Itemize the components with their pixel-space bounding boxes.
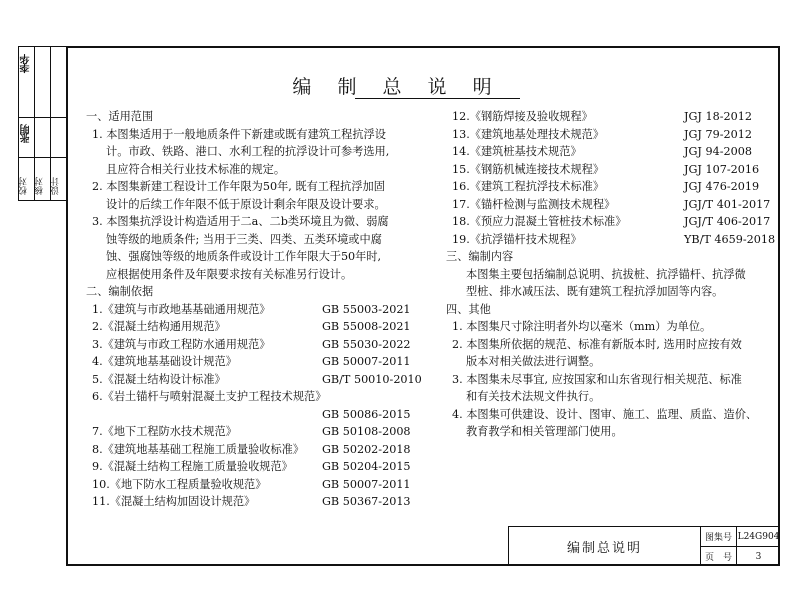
text-line [86,283,420,301]
paragraph-text: 和有关技术法规文件执行。 [466,390,601,403]
text-line [446,196,776,214]
standard-code: GB 55008-2021 [322,320,411,333]
text-line [446,371,776,389]
text-line [86,248,420,266]
paragraph-text: 蚀等级的地质条件; 当用于三类、四类、五类环境或中腐 [106,232,382,246]
section-heading: 四、其他 [446,302,491,316]
text-line [446,301,776,319]
standard-code: JGJ 18-2012 [684,110,752,123]
text-line [86,196,420,214]
paragraph-text: 17.《锚杆检测与监测技术规程》 [452,197,616,211]
paragraph-text: 应根据使用条件及年限要求按有关标准另行设计。 [106,267,353,281]
text-line [86,301,420,319]
paragraph-text: 2. 本图集所依据的规范、标准有新版本时, 选用时应按有效 [452,337,742,351]
paragraph-text: 1. 本图集尺寸除注明者外均以毫米（mm）为单位。 [452,320,712,333]
text-line [86,388,420,406]
standard-code: GB 50204-2015 [322,460,411,473]
paragraph-text: 计。市政、铁路、港口、水利工程的抗浮设计可参考选用, [106,145,390,158]
text-line [86,143,420,161]
paragraph-text: 13.《建筑地基处理技术规范》 [452,127,605,141]
paragraph-text: 7.《地下工程防水技术规范》 [92,425,237,438]
approval-label-design: 设计 [51,177,61,195]
paragraph-text: 设计的后续工作年限不低于原设计剩余年限及设计要求。 [106,197,386,211]
paragraph-text: 15.《钢筋机械连接技术规程》 [452,162,605,176]
section-heading: 一、适用范围 [86,110,154,123]
paragraph-text: 4. 本图集可供建设、设计、图审、施工、监理、质监、造价、 [452,407,758,421]
paragraph-text: 5.《混凝土结构设计标准》 [92,372,226,386]
text-line [446,318,776,336]
text-line [86,493,420,511]
section-heading: 三、编制内容 [446,250,514,263]
standard-code: GB 50108-2008 [322,425,411,438]
text-line [86,441,420,459]
page-number-label: 页 号 [701,547,737,566]
paragraph-text: 版本对相关做法进行调整。 [466,355,601,368]
paragraph-text: 12.《钢筋焊接及验收规程》 [452,110,593,123]
text-line [86,353,420,371]
standard-code: JGJ/T 406-2017 [684,215,771,228]
paragraph-text: 2.《混凝土结构通用规范》 [92,320,226,333]
text-line [446,388,776,406]
text-line [86,318,420,336]
paragraph-text: 18.《预应力混凝土管桩技术标准》 [452,215,627,228]
atlas-number-label: 图集号 [701,527,737,547]
text-line [86,406,420,424]
standard-code: GB 50367-2013 [322,495,411,508]
text-line [446,213,776,231]
text-line [86,231,420,249]
text-line [86,126,420,144]
paragraph-text: 教育教学和相关管理部门使用。 [466,425,623,438]
paragraph-text: 3. 本图集未尽事宜, 应按国家和山东省现行相关规范、标准 [452,372,742,386]
standard-code: GB 50202-2018 [322,442,411,456]
text-line [86,476,420,494]
paragraph-text: 本图集主要包括编制总说明、抗拔桩、抗浮锚杆、抗浮微 [466,267,746,281]
standard-code: GB 50086-2015 [322,407,411,421]
paragraph-text: 蚀、强腐蚀等级的地质条件或设计工作年限大于50年时, [106,250,382,263]
approval-label-review: 核对 [35,177,45,195]
approval-label-check: 校对 [19,177,29,195]
standard-code: JGJ/T 401-2017 [684,197,771,211]
text-line [86,161,420,179]
right-column [446,108,776,441]
text-line [446,266,776,284]
paragraph-text: 且应符合相关行业技术标准的规定。 [106,162,286,176]
text-line [86,423,420,441]
text-line [446,248,776,266]
text-line [446,406,776,424]
signature-1: 李华 [21,55,32,73]
text-line [446,161,776,179]
title-block [508,526,780,566]
text-line [86,213,420,231]
text-line [86,336,420,354]
standard-code: GB 55030-2022 [322,337,411,351]
standard-code: JGJ 79-2012 [684,127,752,141]
paragraph-text: 14.《建筑桩基技术规范》 [452,145,582,158]
title-underline [355,98,520,99]
page-number-value: 3 [755,551,762,562]
text-line [86,266,420,284]
paragraph-text: 1.《建筑与市政地基基础通用规范》 [92,302,271,316]
paragraph-text: 1. 本图集适用于一般地质条件下新建或既有建筑工程抗浮设 [92,127,386,141]
standard-code: JGJ 94-2008 [684,145,752,158]
paragraph-text: 2. 本图集新建工程设计工作年限为50年, 既有工程抗浮加固 [92,180,385,193]
standard-code: JGJ 107-2016 [684,162,760,176]
left-column [86,108,420,511]
paragraph-text: 4.《建筑地基基础设计规范》 [92,355,237,368]
atlas-number-value: L24G904 [737,527,780,547]
text-line [86,371,420,389]
text-line [446,126,776,144]
text-line [86,108,420,126]
page-title: 编 制 总 说 明 [292,76,502,98]
standard-code: GB/T 50010-2010 [322,372,422,386]
standard-code: GB 50007-2011 [322,477,411,491]
paragraph-text: 型桩、排水减压法、既有建筑工程抗浮加固等内容。 [466,285,724,298]
text-line [446,423,776,441]
text-line [446,178,776,196]
paragraph-text: 19.《抗浮锚杆技术规程》 [452,232,582,246]
paragraph-text: 9.《混凝土结构工程施工质量验收规范》 [92,460,293,473]
standard-code: YB/T 4659-2018 [684,232,776,246]
paragraph-text: 6.《岩土锚杆与喷射混凝土支护工程技术规范》 [92,390,327,403]
standard-code: GB 55003-2021 [322,302,411,316]
text-line [446,283,776,301]
paragraph-text: 3.《建筑与市政工程防水通用规范》 [92,337,271,351]
paragraph-text: 11.《混凝土结构加固设计规范》 [92,495,256,508]
section-heading: 二、编制依据 [86,285,154,298]
text-line [446,231,776,249]
paragraph-text: 3. 本图集抗浮设计构造适用于二a、二b类环境且为微、弱腐 [92,215,389,228]
text-line [86,178,420,196]
approval-strip [18,46,66,201]
paragraph-text: 8.《建筑地基基础工程施工质量验收标准》 [92,442,305,456]
drawing-name: 编制总说明 [509,527,701,566]
text-line [86,458,420,476]
standard-code: JGJ 476-2019 [684,180,760,193]
signature-2: 张明 [21,125,32,143]
paragraph-text: 10.《地下防水工程质量验收规范》 [92,477,267,491]
text-line [446,143,776,161]
text-line [446,108,776,126]
text-line [446,353,776,371]
paragraph-text: 16.《建筑工程抗浮技术标准》 [452,180,605,193]
text-line [446,336,776,354]
standard-code: GB 50007-2011 [322,355,411,368]
